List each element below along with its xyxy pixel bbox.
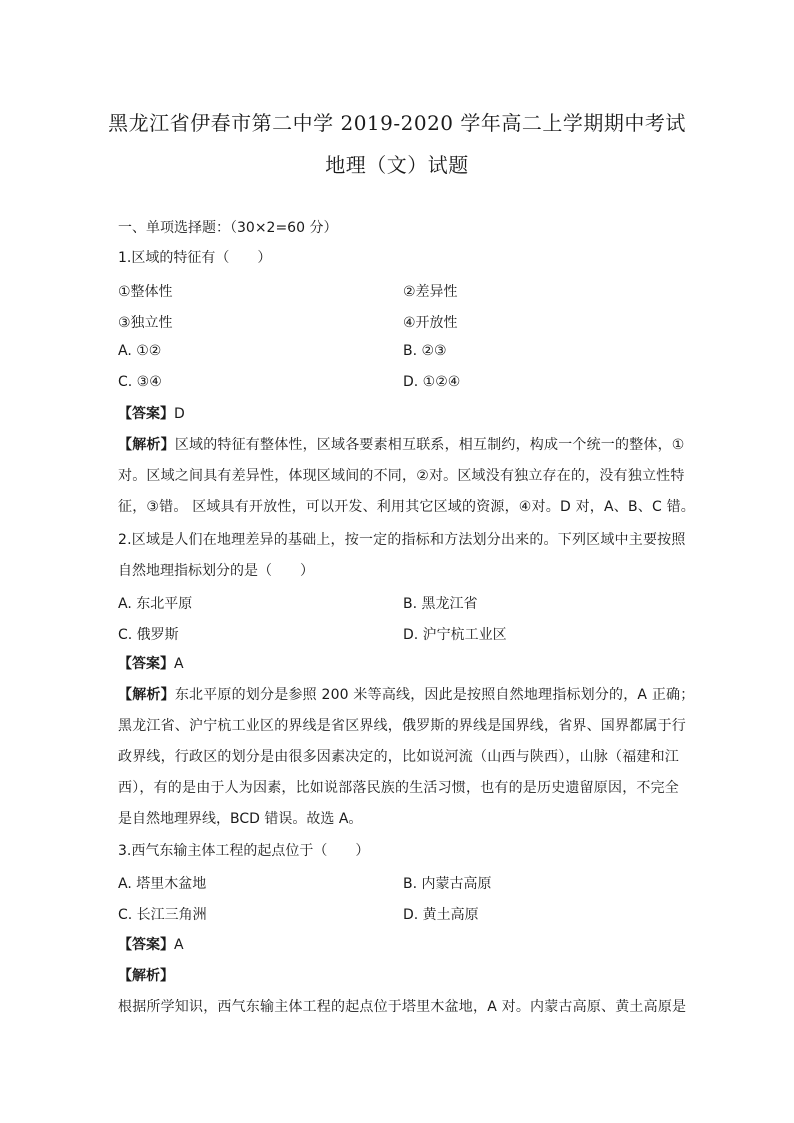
document-title-line2: 地理（文）试题 [325,153,469,177]
q3-option-d: D. 黄土高原 [403,907,479,923]
question-2-stem-line-1: 2.区域是人们在地理差异的基础上，按一定的指标和方法划分出来的。下列区域中主要按照 [118,532,686,548]
q1-item-2: ②差异性 [403,284,458,300]
answer-value: A [174,656,184,672]
q2-answer [118,654,184,674]
q3-answer [118,935,184,955]
q3-option-c: C. 长江三角洲 [118,907,207,923]
q1-analysis-line-3: 征，③错。 区域具有开放性，可以开发、利用其它区域的资源，④对。D 对，A、B、C 错。 [118,499,695,515]
answer-tag: 【答案】 [118,656,174,672]
q2-analysis-line-2: 黑龙江省、沪宁杭工业区的界线是省区界线，俄罗斯的界线是国界线，省界、国界都属于行 [118,718,686,734]
answer-value: D [174,406,185,422]
q1-item-4: ④开放性 [403,315,458,331]
answer-tag: 【答案】 [118,406,174,422]
q2-option-b: B. 黑龙江省 [403,596,478,612]
section-heading: 一、单项选择题：（30×2=60 分） [118,220,338,236]
q1-option-a: A. ①② [118,343,162,359]
q2-option-c: C. 俄罗斯 [118,627,179,643]
answer-tag: 【答案】 [118,937,174,953]
question-3-stem: 3.西气东输主体工程的起点位于（ ） [118,843,370,859]
q1-option-c: C. ③④ [118,374,162,390]
q1-item-3: ③独立性 [118,315,173,331]
analysis-text: 区域的特征有整体性，区域各要素相互联系，相互制约，构成一个统一的整体，① [174,437,685,453]
q3-option-a: A. 塔里木盆地 [118,876,207,892]
q2-analysis-line-1 [118,685,694,705]
analysis-tag: 【解析】 [118,437,175,453]
q2-option-d: D. 沪宁杭工业区 [403,627,507,643]
analysis-text: 东北平原的划分是参照 200 米等高线，因此是按照自然地理指标划分的，A 正确； [174,687,695,703]
q2-analysis-line-4: 西），有的是由于人为因素，比如说部落民族的生活习惯，也有的是历史遗留原因，不完全 [118,780,679,796]
q1-analysis-line-1 [118,435,685,455]
q1-option-b: B. ②③ [403,343,447,359]
question-2-stem-line-2: 自然地理指标划分的是（ ） [118,563,314,579]
q1-analysis-line-2: 对。区域之间具有差异性，体现区域间的不同，②对。区域没有独立存在的，没有独立性特 [118,468,685,484]
q1-item-1: ①整体性 [118,284,173,300]
answer-value: A [174,937,184,953]
document-title-line1: 黑龙江省伊春市第二中学 2019-2020 学年高二上学期期中考试 [108,111,686,135]
analysis-tag: 【解析】 [118,687,175,703]
q1-answer [118,404,185,424]
analysis-tag: 【解析】 [118,968,174,984]
q2-option-a: A. 东北平原 [118,596,193,612]
q1-option-d: D. ①②④ [403,374,461,390]
q3-option-b: B. 内蒙古高原 [403,876,492,892]
q2-analysis-line-5: 是自然地理界线，BCD 错误。故选 A。 [118,811,363,827]
q3-analysis-tag [118,966,174,986]
q2-analysis-line-3: 政界线，行政区的划分是由很多因素决定的，比如说河流（山西与陕西），山脉（福建和江 [118,749,679,765]
q3-analysis-line-1: 根据所学知识，西气东输主体工程的起点位于塔里木盆地，A 对。内蒙古高原、黄土高原是 [118,999,687,1015]
question-1-stem: 1.区域的特征有（ ） [118,250,272,266]
